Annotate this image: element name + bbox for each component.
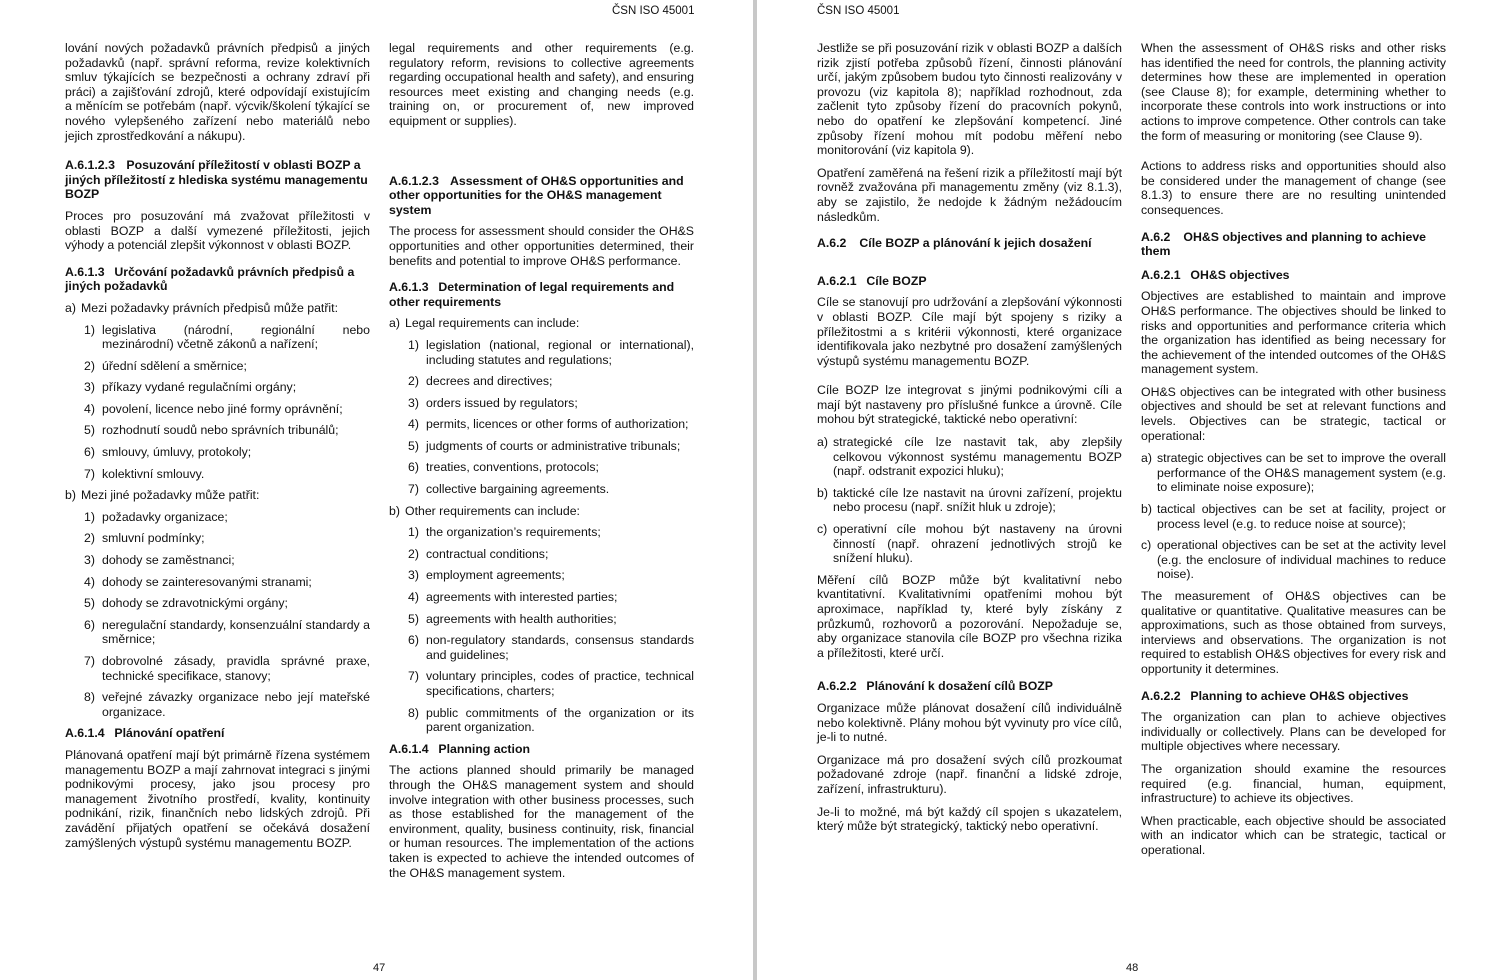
paragraph: When practicable, each objective should be associated with an indicator which can be strategic, tactical or operational.	[1141, 813, 1446, 857]
list-item: a) strategic objectives can be set to improve the overall performance of the OH&S management system (e.g. to eliminate noise exposure);	[1141, 451, 1446, 495]
list-item	[389, 316, 694, 331]
list-item: c) operational objectives can be set at the activity level (e.g. the enclosure of individual machines to reduce noise).	[1141, 538, 1446, 582]
list-item: 5) dohody se zdravotnickými orgány;	[84, 596, 288, 611]
paragraph: The actions planned should primarily be managed through the OH&S management system and should involve integration with other business processes, such as those established for the management of the environment, quality, business continuity, risk, financial or human resources. The implementation of the actions taken is expected to achieve the intended outcomes of the OH&S management system.	[389, 763, 694, 880]
list-item: 1) legislativa (národní, regionální nebo mezinárodní) včetně zákonů a nařízení;	[84, 322, 370, 352]
list-item	[65, 488, 370, 503]
list-item: 3) dohody se zaměstnanci;	[84, 553, 235, 568]
list-item: 1) požadavky organizace;	[84, 509, 228, 524]
paragraph: The measurement of OH&S objectives can be qualitative or quantitative. Qualitative measures can be approximations, such as those obtained from surveys, interviews and observations. The organization is not required to establish OH&S objectives for every risk and opportunity it determines.	[1141, 589, 1446, 676]
section-title: Určování požadavků právních předpisů a jiných požadavků	[65, 264, 355, 294]
list-item: 2) contractual conditions;	[408, 546, 549, 561]
section-number: A.6.2	[1141, 229, 1171, 244]
section-title: Cíle BOZP a plánování k jejich dosažení	[859, 236, 1092, 251]
list-item	[65, 301, 370, 316]
section-number: A.6.1.2.3	[389, 173, 439, 188]
paragraph: Je-li to možné, má být každý cíl spojen s ukazatelem, který může být strategický, taktický nebo operativní.	[817, 804, 1122, 834]
section-heading	[65, 158, 370, 202]
section-title: Assessment of OH&S opportunities and other opportunities for the OH&S management system	[389, 173, 684, 217]
list-item: 6) treaties, conventions, protocols;	[408, 460, 599, 475]
list-item: 2) decrees and directives;	[408, 374, 553, 389]
section-heading	[817, 679, 1122, 694]
list-item: 7) collective bargaining agreements.	[408, 482, 610, 497]
section-number: A.6.1.4	[389, 741, 429, 756]
section-heading	[65, 726, 370, 741]
page-number: 47	[373, 962, 386, 974]
list-label: Mezi jiné požadavky může patřit:	[81, 488, 260, 503]
running-header: ČSN ISO 45001	[612, 5, 695, 17]
sublist-b	[84, 510, 370, 720]
page-number: 48	[1126, 962, 1139, 974]
paragraph: Objectives are established to maintain and improve OH&S performance. The objectives should be linked to risks and opportunities and performance criteria which the organization has identified as being necessary for the achievement of the intended outcomes of the OH&S management system.	[1141, 289, 1446, 377]
section-heading	[817, 274, 1122, 289]
paragraph: Opatření zaměřená na řešení rizik a příležitostí mají být rovněž zvažována při managementu změny (viz 8.1.3), aby se zajistilo, že nedojde k žádným nežádoucím následkům.	[817, 165, 1122, 224]
list-item: 7) kolektivní smlouvy.	[84, 466, 205, 481]
paragraph: Cíle se stanovují pro udržování a zlepšování výkonnosti v oblasti BOZP. Cíle mají být spojeny s riziky a příležitostmi a s kritérii výkonnosti, které organizace identifikovala jako nezbytné pro dosažení zamýšlených výstupů systému managementu BOZP.	[817, 295, 1122, 368]
list-marker: a)	[389, 316, 400, 331]
list-item: 6) non-regulatory standards, consensus standards and guidelines;	[408, 633, 694, 662]
list-item: b) taktické cíle lze nastavit na úrovni zařízení, projektu nebo procesu (např. snížit hluk u zdroje);	[817, 485, 1122, 515]
section-number: A.6.1.3	[389, 280, 429, 295]
list-item: 7) voluntary principles, codes of practice, technical specifications, charters;	[408, 669, 694, 698]
list-item: 4) permits, licences or other forms of authorization;	[408, 417, 689, 432]
list-marker: b)	[389, 503, 400, 518]
list-item: 7) dobrovolné zásady, pravidla správné praxe, technické specifikace, stanovy;	[84, 654, 370, 683]
list-marker: a)	[65, 300, 76, 315]
list-item: 6) smlouvy, úmluvy, protokoly;	[84, 445, 252, 460]
section-heading	[1141, 689, 1446, 704]
list-item: 4) dohody se zainteresovanými stranami;	[84, 574, 312, 589]
list-item: 8) veřejné závazky organizace nebo její mateřské organizace.	[84, 690, 370, 719]
paragraph: When the assessment of OH&S risks and other risks has identified the need for controls, the planning activity determines how these are implemented in operation (see Clause 8); for example, determining whether to incorporate these controls into work instructions or into actions to improve competence. Other controls can take the form of measuring or monitoring (see Clause 9).	[1141, 41, 1446, 143]
paragraph: legal requirements and other requirements (e.g. regulatory reform, revisions to collective agreements regarding occupational health and safety), and ensuring resources meet existing and changing needs (e.g. training on, or procurement of, new improved equipment or supplies).	[389, 41, 694, 128]
list-item: 3) příkazy vydané regulačními orgány;	[84, 380, 297, 395]
section-heading	[1141, 230, 1446, 259]
paragraph: Cíle BOZP lze integrovat s jinými podnikovými cíli a mají být nastaveny pro příslušné funkce a úrovně. Cíle mohou být strategické, taktické nebo operativní:	[817, 383, 1122, 427]
section-number: A.6.2.1	[1141, 267, 1181, 282]
list-item: 5) rozhodnutí soudů nebo správních tribunálů;	[84, 423, 339, 438]
list-label: Mezi požadavky právních předpisů může patřit:	[81, 300, 338, 315]
list-item: 3) employment agreements;	[408, 568, 565, 583]
sublist-b	[408, 525, 694, 735]
section-heading	[817, 236, 1122, 251]
paragraph: The process for assessment should consider the OH&S opportunities and other opportunities determined, their benefits and potential to improve OH&S performance.	[389, 224, 694, 268]
list-marker: b)	[65, 488, 76, 503]
section-number: A.6.1.2.3	[65, 158, 115, 173]
section-number: A.6.2	[817, 236, 847, 251]
section-number: A.6.1.4	[65, 726, 105, 741]
paragraph: Plánovaná opatření mají být primárně řízena systémem managementu BOZP a mají zahrnovat integraci s jinými podnikovými procesy, jako jsou procesy pro management životního prostředí, kvality, kontinuity podnikání, rizik, finančních nebo lidských zdrojů. Při zavádění přijatých opatření se očekává dosažení zamýšlených výstupů systému managementu BOZP.	[65, 747, 370, 850]
czech-column	[817, 41, 1122, 842]
section-title: OH&S objectives	[1190, 267, 1290, 282]
list-item: 5) judgments of courts or administrative tribunals;	[408, 438, 681, 453]
list-item: b) tactical objectives can be set at facility, project or process level (e.g. to reduce noise at source);	[1141, 502, 1446, 531]
english-column	[389, 41, 694, 888]
list-item	[389, 504, 694, 519]
paragraph: Měření cílů BOZP může být kvalitativní nebo kvantitativní. Kvalitativními opatřeními mohou být aproximace, například ty, které byly získány z průzkumů, rozhovorů a pozorování. Nepožaduje se, aby organizace stanovila cíle BOZP pro všechna rizika a příležitosti, které určí.	[817, 572, 1122, 660]
paragraph: Actions to address risks and opportunities should also be considered under the management of change (see 8.1.3) to ensure there are no resulting unintended consequences.	[1141, 159, 1446, 217]
section-number: A.6.2.1	[817, 273, 857, 288]
section-heading	[65, 265, 370, 294]
page-47	[0, 0, 753, 980]
list-item: a) strategické cíle lze nastavit tak, aby zlepšily celkovou výkonnost systému managementu BOZP (např. odstranit expozici hluku);	[817, 435, 1122, 479]
running-header: ČSN ISO 45001	[817, 5, 900, 17]
section-number: A.6.2.2	[1141, 688, 1181, 703]
list-label: Other requirements can include:	[405, 503, 580, 518]
sublist-a	[408, 338, 694, 497]
list-item: 2) smluvní podmínky;	[84, 531, 205, 546]
section-title: Planning action	[438, 741, 530, 756]
section-number: A.6.1.3	[65, 264, 105, 279]
paragraph: The organization should examine the resources required (e.g. financial, human, equipment, infrastructure) to achieve its objectives.	[1141, 761, 1446, 806]
section-title: Planning to achieve OH&S objectives	[1190, 688, 1409, 703]
section-heading	[389, 742, 694, 757]
section-number: A.6.2.2	[817, 679, 857, 694]
section-title: Plánování k dosažení cílů BOZP	[866, 679, 1053, 694]
paragraph: Jestliže se při posuzování rizik v oblasti BOZP a dalších rizik zjistí potřeba způsobů řízení, činnosti plánování určí, jakým způsobem budou tyto činnosti realizovány v provozu (viz kapitola 8); například rozhodnout, zda začlenit tyto způsoby řízení do pracovních pokynů, nebo do opatření ke zlepšování kompetencí. Jiné způsoby řízení mohou mít podobu měření nebo monitorování (viz kapitola 9).	[817, 41, 1122, 158]
paragraph: OH&S objectives can be integrated with other business objectives and should be set at relevant functions and levels. Objectives can be strategic, tactical or operational:	[1141, 384, 1446, 443]
list-item: 8) public commitments of the organization or its parent organization.	[408, 705, 694, 735]
list-item: 4) povolení, licence nebo jiné formy oprávnění;	[84, 401, 343, 416]
section-title: Cíle BOZP	[866, 273, 927, 288]
list-item: 3) orders issued by regulators;	[408, 395, 578, 410]
section-heading	[389, 174, 694, 218]
paragraph: lování nových požadavků právních předpisů a jiných požadavků (např. správní reforma, revize kolektivních smluv týkajících se bezpečnosti a ochrany zdraví při práci) a zajišťování zdrojů, které odpovídají existujícím a měnícím se potřebám (např. výcvik/školení týkající se nového vylepšeného zařízení nebo materiálů nebo jejich zprostředkování a nákupu).	[65, 41, 370, 143]
list-item: 1) legislation (national, regional or international), including statutes and regulations;	[408, 337, 694, 367]
paragraph: The organization can plan to achieve objectives individually or collectively. Plans can be developed for multiple objectives where necessary.	[1141, 710, 1446, 754]
english-column	[1141, 41, 1446, 866]
section-heading	[389, 280, 694, 309]
section-title: Determination of legal requirements and other requirements	[389, 280, 675, 309]
page-48	[757, 0, 1507, 980]
section-heading	[1141, 268, 1446, 283]
section-title: Plánování opatření	[114, 726, 225, 741]
czech-column	[65, 41, 370, 858]
paragraph: Organizace má pro dosažení svých cílů prozkoumat požadované zdroje (např. finanční a lidské zdroje, zařízení, infrastrukturu).	[817, 752, 1122, 796]
list-item: c) operativní cíle mohou být nastaveny na úrovni činností (např. ohrazení jednotlivých strojů ke snížení hluku).	[817, 522, 1122, 566]
list-item: 6) neregulační standardy, konsenzuální standardy a směrnice;	[84, 617, 370, 647]
section-title: OH&S objectives and planning to achieve them	[1141, 229, 1426, 259]
section-title: Posuzování příležitostí v oblasti BOZP a jiných příležitostí z hlediska systému managementu BOZP	[65, 158, 368, 202]
list-item: 4) agreements with interested parties;	[408, 590, 618, 605]
list-item: 5) agreements with health authorities;	[408, 611, 617, 626]
paragraph: Organizace může plánovat dosažení cílů individuálně nebo kolektivně. Plány mohou být vyvinuty pro více cílů, je-li to nutné.	[817, 700, 1122, 745]
list-item: 2) úřední sdělení a směrnice;	[84, 358, 247, 373]
list-label: Legal requirements can include:	[405, 316, 580, 331]
sublist-a	[84, 323, 370, 482]
paragraph: Proces pro posuzování má zvažovat příležitosti v oblasti BOZP a další vymezené příležitosti, jejich výhody a potenciál zlepšit výkonnost v oblasti BOZP.	[65, 208, 370, 253]
list-item: 1) the organization’s requirements;	[408, 525, 601, 540]
